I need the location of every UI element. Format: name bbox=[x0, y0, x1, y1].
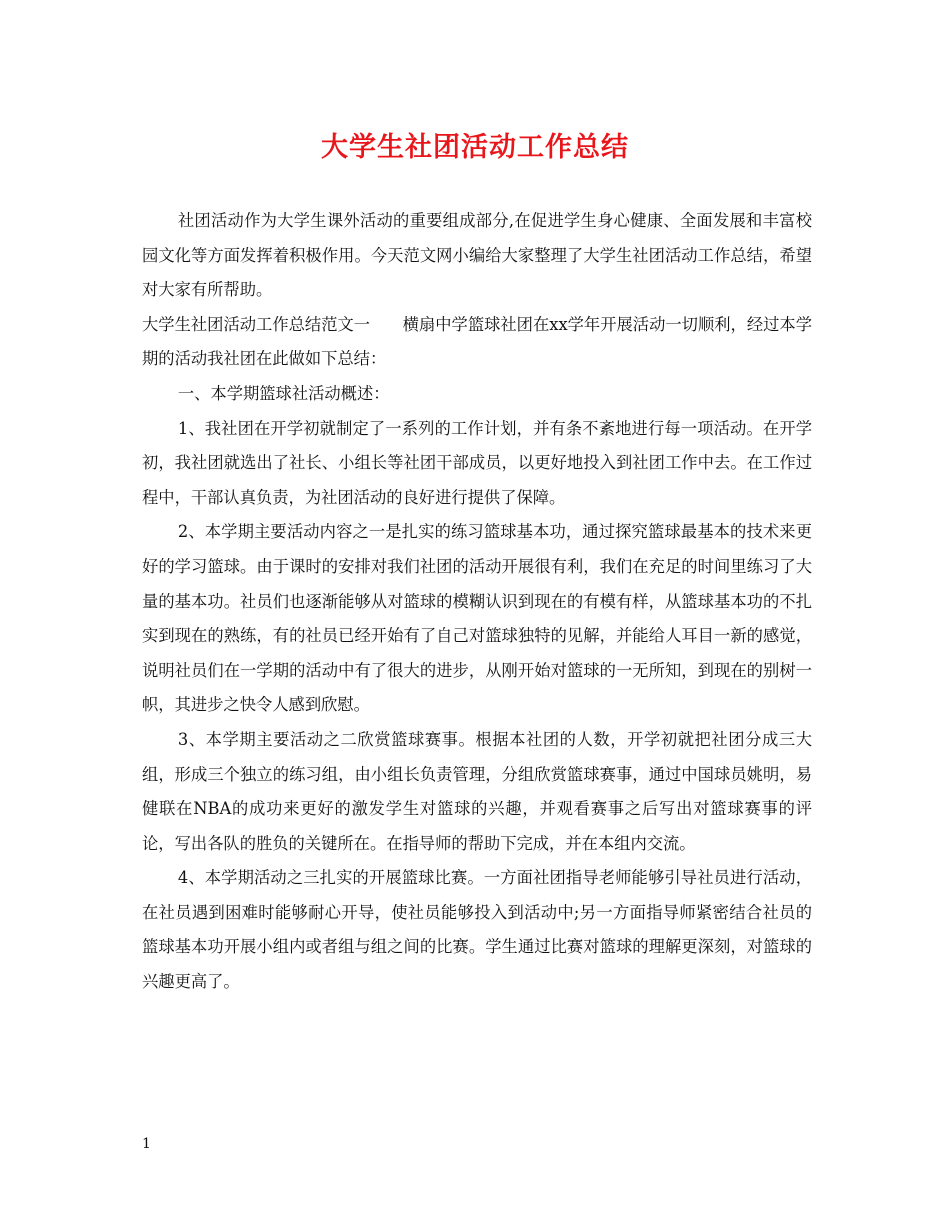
section-heading: 一、本学期篮球社活动概述： bbox=[177, 383, 390, 403]
body-paragraph-1: 1、我社团在开学初就制定了一系列的工作计划，并有条不紊地进行每一项活动。在开学初，我社团就选出了社长、小组长等社团干部成员，以更好地投入到社团工作中去。在工作过程中，干部认真负责，为社团活动的良好进行提供了保障。 bbox=[142, 418, 812, 507]
intro-paragraph: 社团活动作为大学生课外活动的重要组成部分,在促进学生身心健康、全面发展和丰富校园文化等方面发挥着积极作用。今天范文网小编给大家整理了大学生社团活动工作总结，希望对大家有所帮助。 bbox=[142, 211, 812, 300]
document-body bbox=[142, 204, 812, 1000]
document-title: 大学生社团活动工作总结 bbox=[321, 132, 629, 163]
body-paragraph-4: 4、本学期活动之三扎实的开展篮球比赛。一方面社团指导老师能够引导社员进行活动，在社员遇到困难时能够耐心开导，使社员能够投入到活动中;另一方面指导师紧密结合社员的篮球基本功开展小组内或者组与组之间的比赛。学生通过比赛对篮球的理解更深刻，对篮球的兴趣更高了。 bbox=[142, 868, 812, 992]
sample-heading-paragraph: 大学生社团活动工作总结范文一 横扇中学篮球社团在xx学年开展活动一切顺利，经过本学期的活动我社团在此做如下总结： bbox=[142, 314, 812, 369]
body-paragraph-3: 3、本学期主要活动之二欣赏篮球赛事。根据本社团的人数，开学初就把社团分成三大组，形成三个独立的练习组，由小组长负责管理，分组欣赏篮球赛事，通过中国球员姚明，易健联在NBA的成功来更好的激发学生对篮球的兴趣，并观看赛事之后写出对篮球赛事的评论，写出各队的胜负的关键所在。在指导师的帮助下完成，并在本组内交流。 bbox=[142, 729, 812, 853]
body-paragraph-2: 2、本学期主要活动内容之一是扎实的练习篮球基本功，通过探究篮球最基本的技术来更好的学习篮球。由于课时的安排对我们社团的活动开展很有利，我们在充足的时间里练习了大量的基本功。社员们也逐渐能够从对篮球的模糊认识到现在的有模有样，从篮球基本功的不扎实到现在的熟练，有的社员已经开始有了自己对篮球独特的见解，并能给人耳目一新的感觉，说明社员们在一学期的活动中有了很大的进步，从刚开始对篮球的一无所知，到现在的别树一帜，其进步之快令人感到欣慰。 bbox=[142, 522, 812, 715]
page-number: 1 bbox=[142, 1136, 151, 1152]
